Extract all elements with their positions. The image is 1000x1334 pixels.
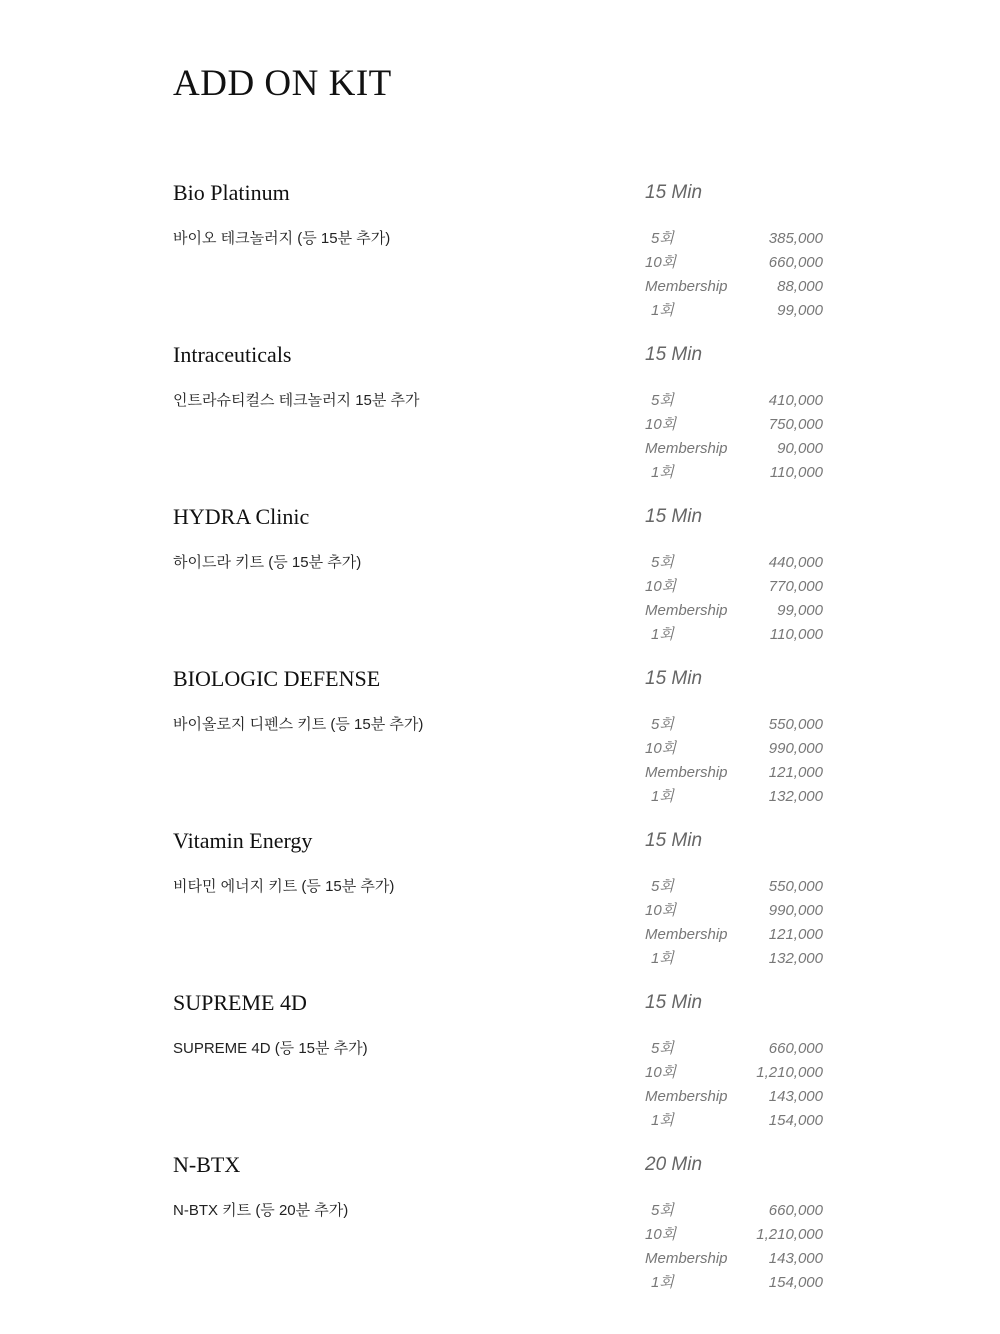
- kit-duration: 15 Min: [645, 830, 703, 851]
- price-row: [645, 947, 823, 971]
- kit-item: [0, 342, 1000, 504]
- price-label: 1회: [651, 1112, 674, 1129]
- price-row: [645, 785, 823, 809]
- price-value: 154,000: [768, 1112, 823, 1129]
- kit-name: Bio Platinum: [173, 180, 290, 205]
- price-row: [645, 1085, 823, 1109]
- price-label: Membership: [645, 1250, 728, 1267]
- price-value: 132,000: [768, 788, 823, 805]
- price-value: 121,000: [768, 764, 823, 781]
- kit-name: Intraceuticals: [173, 342, 292, 367]
- price-value: 121,000: [768, 926, 823, 943]
- kit-item: [0, 666, 1000, 828]
- kit-duration: 15 Min: [645, 668, 703, 689]
- price-row: [645, 1109, 823, 1133]
- price-row: [645, 713, 823, 737]
- price-row: [645, 275, 823, 299]
- price-label: 10회: [645, 416, 677, 433]
- price-value: 99,000: [777, 302, 823, 319]
- price-row: [645, 623, 823, 647]
- price-label: Membership: [645, 926, 728, 943]
- kit-name: Vitamin Energy: [173, 828, 313, 853]
- kit-name: BIOLOGIC DEFENSE: [173, 666, 381, 691]
- price-row: [645, 461, 823, 485]
- price-row: [645, 1037, 823, 1061]
- price-label: 10회: [645, 902, 677, 919]
- price-value: 110,000: [769, 626, 823, 643]
- price-table: [645, 1037, 823, 1133]
- kit-duration: 15 Min: [645, 506, 703, 527]
- price-value: 440,000: [768, 554, 823, 571]
- price-row: [645, 899, 823, 923]
- kit-description: 인트라슈티컬스 테크놀러지 15분 추가: [173, 392, 420, 409]
- price-label: Membership: [645, 440, 728, 457]
- price-row: [645, 923, 823, 947]
- kit-description: 바이오 테크놀러지 (등 15분 추가): [173, 230, 391, 247]
- price-row: [645, 761, 823, 785]
- price-table: [645, 551, 823, 647]
- price-table: [645, 1199, 823, 1295]
- kit-item: [0, 504, 1000, 666]
- price-label: 10회: [645, 1226, 677, 1243]
- price-value: 660,000: [768, 1202, 823, 1219]
- price-value: 660,000: [768, 254, 823, 271]
- kit-item: [0, 990, 1000, 1152]
- price-label: 1회: [651, 788, 674, 805]
- kit-item: [0, 828, 1000, 990]
- price-value: 99,000: [777, 602, 823, 619]
- price-row: [645, 575, 823, 599]
- price-row: [645, 1199, 823, 1223]
- price-value: 660,000: [768, 1040, 823, 1057]
- kit-item: [0, 180, 1000, 342]
- kit-list: [0, 180, 1000, 1314]
- price-label: 5회: [651, 716, 674, 733]
- price-value: 143,000: [768, 1250, 823, 1267]
- price-value: 990,000: [768, 902, 823, 919]
- price-table: [645, 875, 823, 971]
- price-label: 10회: [645, 740, 677, 757]
- kit-duration: 15 Min: [645, 344, 703, 365]
- price-value: 770,000: [768, 578, 823, 595]
- price-row: [645, 389, 823, 413]
- price-label: 5회: [651, 1202, 674, 1219]
- price-label: 10회: [645, 578, 677, 595]
- price-label: 5회: [651, 878, 674, 895]
- price-value: 1,210,000: [756, 1226, 823, 1243]
- price-label: 5회: [651, 1040, 674, 1057]
- price-label: 5회: [651, 230, 674, 247]
- price-value: 88,000: [777, 278, 823, 295]
- page-title: ADD ON KIT: [173, 63, 392, 104]
- price-label: 10회: [645, 1064, 677, 1081]
- kit-description: 하이드라 키트 (등 15분 추가): [173, 554, 362, 571]
- price-value: 385,000: [768, 230, 823, 247]
- price-row: [645, 251, 823, 275]
- kit-duration: 15 Min: [645, 992, 703, 1013]
- price-label: 1회: [651, 626, 674, 643]
- price-label: 5회: [651, 554, 674, 571]
- price-value: 550,000: [768, 878, 823, 895]
- price-value: 110,000: [769, 464, 823, 481]
- kit-duration: 20 Min: [645, 1154, 703, 1175]
- price-row: [645, 737, 823, 761]
- price-value: 550,000: [768, 716, 823, 733]
- kit-description: N-BTX 키트 (등 20분 추가): [173, 1202, 349, 1219]
- price-label: 1회: [651, 1274, 674, 1291]
- price-value: 154,000: [768, 1274, 823, 1291]
- price-row: [645, 599, 823, 623]
- price-label: Membership: [645, 764, 728, 781]
- kit-name: SUPREME 4D: [173, 990, 307, 1015]
- price-label: Membership: [645, 1088, 728, 1105]
- price-value: 990,000: [768, 740, 823, 757]
- price-table: [645, 713, 823, 809]
- price-label: Membership: [645, 602, 728, 619]
- price-row: [645, 413, 823, 437]
- price-row: [645, 551, 823, 575]
- price-label: 1회: [651, 302, 674, 319]
- price-row: [645, 875, 823, 899]
- price-row: [645, 437, 823, 461]
- price-label: 10회: [645, 254, 677, 271]
- price-label: 1회: [651, 950, 674, 967]
- kit-description: 바이올로지 디펜스 키트 (등 15분 추가): [173, 716, 424, 733]
- kit-description: SUPREME 4D (등 15분 추가): [173, 1040, 368, 1057]
- price-row: [645, 227, 823, 251]
- kit-item: [0, 1152, 1000, 1314]
- kit-description: 비타민 에너지 키트 (등 15분 추가): [173, 878, 395, 895]
- price-row: [645, 299, 823, 323]
- price-row: [645, 1247, 823, 1271]
- price-table: [645, 227, 823, 323]
- price-label: 1회: [651, 464, 674, 481]
- price-value: 132,000: [768, 950, 823, 967]
- price-row: [645, 1271, 823, 1295]
- price-row: [645, 1061, 823, 1085]
- price-value: 143,000: [768, 1088, 823, 1105]
- price-value: 410,000: [768, 392, 823, 409]
- price-label: Membership: [645, 278, 728, 295]
- price-value: 750,000: [768, 416, 823, 433]
- kit-name: HYDRA Clinic: [173, 504, 310, 529]
- price-table: [645, 389, 823, 485]
- price-label: 5회: [651, 392, 674, 409]
- kit-name: N-BTX: [173, 1152, 241, 1177]
- price-row: [645, 1223, 823, 1247]
- price-value: 1,210,000: [756, 1064, 823, 1081]
- kit-duration: 15 Min: [645, 182, 703, 203]
- price-value: 90,000: [777, 440, 823, 457]
